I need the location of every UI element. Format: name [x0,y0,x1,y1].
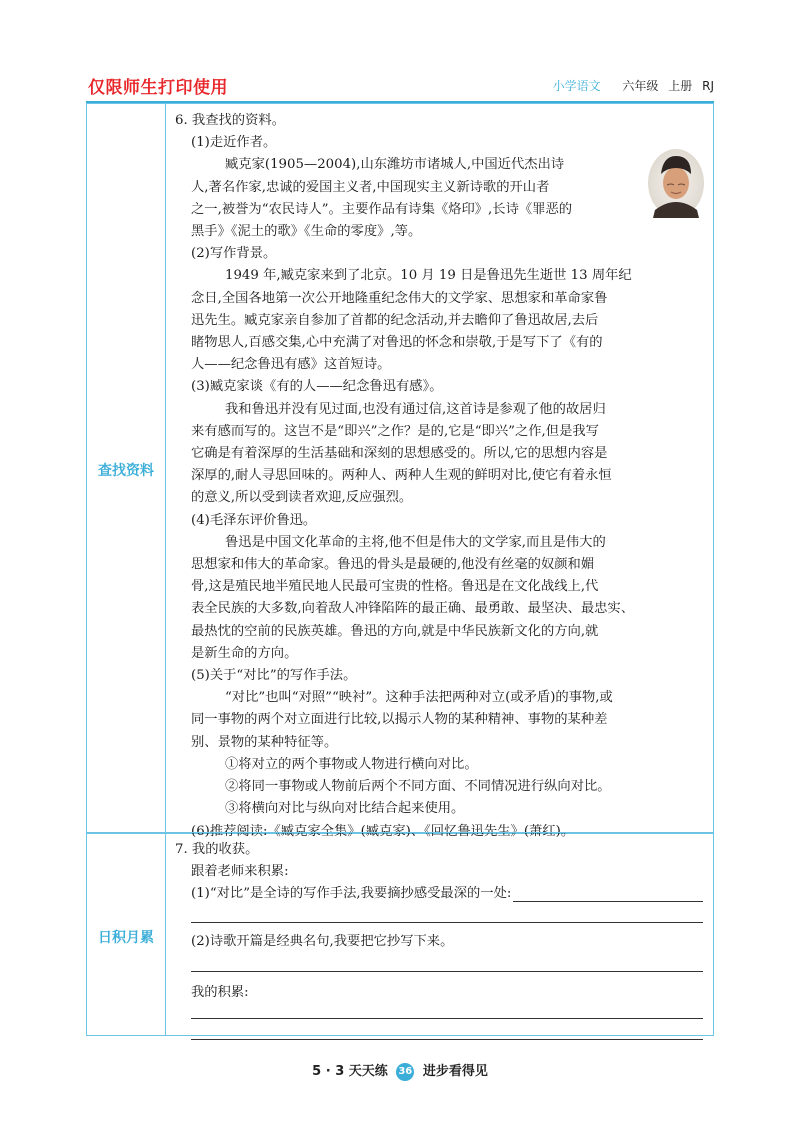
text-line: 是新生命的方向。 [191,645,298,661]
text-line: “对比”也叫“对照”“映衬”。这种手法把两种对立(或矛盾)的事物,或 [225,690,613,706]
text-line: 它确是有着深厚的生活基础和深刻的思想感受的。所以,它的思想内容是 [191,446,608,462]
volume-label: 上册 [668,79,693,93]
research-sidebar [87,104,166,833]
print-notice: 仅限师生打印使用 [88,78,228,98]
text-line: 迅先生。臧克家亲自参加了首都的纪念活动,并去瞻仰了鲁迅故居,去后 [191,312,599,328]
book-info [547,77,714,94]
author-talk-paragraph [175,399,703,510]
page-footer [0,1060,800,1081]
answer-line-1[interactable] [513,883,703,902]
text-line: 来有感而写的。这岂不是“即兴”之作？是的,它是“即兴”之作,但是我写 [191,423,599,439]
question-7-title: 7. 我的收获。 [175,842,259,857]
research-content [175,110,703,843]
research-section [86,103,714,839]
q2-prompt: (2)诗歌开篇是经典名句,我要把它抄写下来。 [191,933,454,949]
contrast-item-1: ①将对立的两个事物或人物进行横向对比。 [225,756,478,772]
text-line: 别、景物的某种特征等。 [191,734,338,750]
text-line: 1949 年,臧克家来到了北京。10 月 19 日是鲁迅先生逝世 13 周年纪 [225,268,632,284]
text-line: 骨,这是殖民地半殖民地人民最可宝贵的性格。鲁迅是在文化战线上,代 [191,579,599,595]
text-line: 之一,被誉为“农民诗人”。主要作品有诗集《烙印》,长诗《罪恶的 [191,201,573,217]
background-paragraph [175,265,703,376]
text-line: 的意义,所以受到读者欢迎,反应强烈。 [191,490,413,506]
text-line: 人,著名作家,忠诚的爱国主义者,中国现实主义新诗歌的开山者 [191,179,550,195]
contrast-paragraph [175,687,703,754]
text-line: 念日,全国各地第一次公开地隆重纪念伟大的文学家、思想家和革命家鲁 [191,290,608,306]
sub-heading-author-talk: (3)臧克家谈《有的人——纪念鲁迅有感》。 [191,379,443,395]
accumulation-content [175,839,703,1040]
text-line: 臧克家(1905—2004),山东潍坊市诸城人,中国近代杰出诗 [225,157,565,173]
text-line: 我和鲁迅并没有见过面,也没有通过信,这首诗是参观了他的故居归 [225,401,606,417]
text-line: 鲁迅是中国文化革命的主将,他不但是伟大的文学家,而且是伟大的 [225,534,606,550]
answer-line-2[interactable] [191,906,703,923]
answer-line-4[interactable] [191,1004,703,1019]
footer-brand: 5 · 3 天天练 [312,1064,388,1079]
q1-row [175,883,703,905]
subject-label: 小学语文 [552,79,601,93]
q1-prompt: (1)“对比”是全诗的写作手法,我要摘抄感受最深的一处: [191,886,512,902]
contrast-item-3: ③将横向对比与纵向对比结合起来使用。 [225,801,465,817]
contrast-item-2: ②将同一事物或人物前后两个不同方面、不同情况进行纵向对比。 [225,779,611,795]
answer-line-3[interactable] [191,953,703,972]
sub-heading-contrast: (5)关于“对比”的写作手法。 [191,668,357,684]
text-line: 黑手》《泥土的歌》《生命的零度》,等。 [191,224,422,240]
mao-paragraph [175,532,703,665]
accumulation-intro: 跟着老师来积累: [191,864,289,880]
text-line: 同一事物的两个对立面进行比较,以揭示人物的某种精神、事物的某种差 [191,712,608,728]
edition-label: RJ [702,79,714,93]
accumulation-label: 日积月累 [98,930,154,946]
footer-slogan: 进步看得见 [422,1064,488,1079]
author-paragraph [175,154,703,243]
sub-heading-mao: (4)毛泽东评价鲁迅。 [191,512,317,528]
recommended-reading: (6)推荐阅读:《臧克家全集》(臧克家)、《回忆鲁迅先生》(萧红)。 [191,823,575,839]
sub-heading-background: (2)写作背景。 [191,246,277,262]
text-line: 人——纪念鲁迅有感》这首短诗。 [191,357,391,373]
text-line: 思想家和伟大的革命家。鲁迅的骨头是最硬的,他没有丝毫的奴颜和媚 [191,557,595,573]
text-line: 最热忱的空前的民族英雄。鲁迅的方向,就是中华民族新文化的方向,就 [191,623,599,639]
text-line: 睹物思人,百感交集,心中充满了对鲁迅的怀念和崇敬,于是写下了《有的 [191,335,603,351]
sub-heading-author: (1)走近作者。 [191,135,277,151]
page-number: 36 [396,1063,414,1081]
text-line: 表全民族的大多数,向着敌人冲锋陷阵的最正确、最勇敢、最坚决、最忠实、 [191,601,635,617]
grade-label: 六年级 [622,79,659,93]
research-label: 查找资料 [98,463,154,479]
question-6-title: 6. 我查找的资料。 [175,113,285,128]
accumulation-sidebar [87,833,166,1035]
accumulation-section [86,832,714,1036]
answer-line-5[interactable] [191,1019,703,1040]
my-accumulation-label: 我的积累: [191,984,249,1000]
text-line: 深厚的,耐人寻思回味的。两种人、两种人生观的鲜明对比,使它有着永恒 [191,468,612,484]
